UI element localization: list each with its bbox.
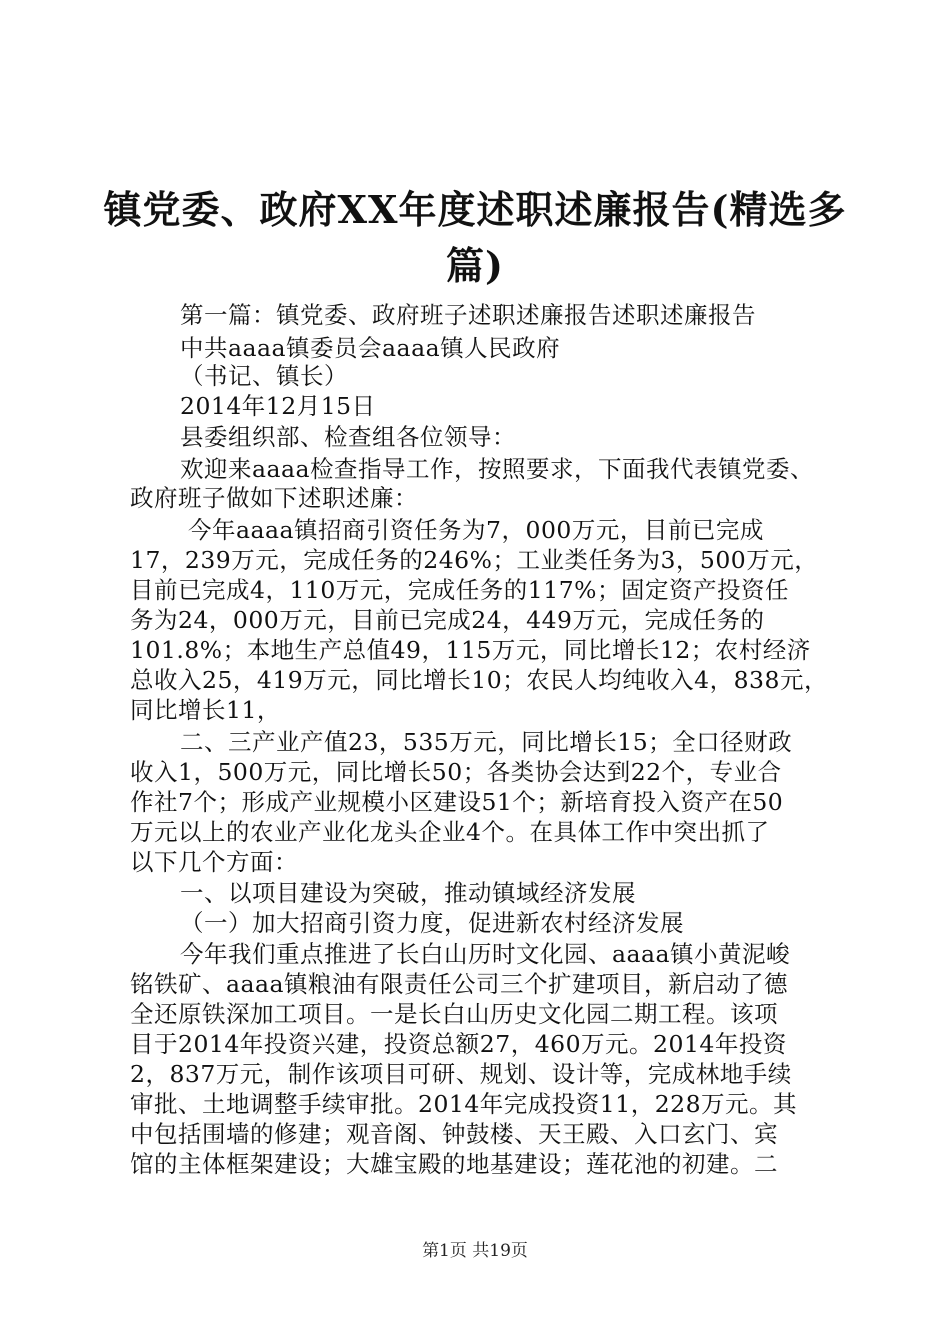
body-line: 务为24，000万元，目前已完成24，449万元，完成任务的 (130, 606, 765, 634)
body-line: 总收入25，419万元，同比增长10；农民人均纯收入4，838元， (130, 666, 828, 694)
body-line: 目前已完成4，110万元，完成任务的117%；固定资产投资任 (130, 576, 789, 604)
body-line: （书记、镇长） (180, 362, 348, 390)
body-line: 2，837万元，制作该项目可研、规划、设计等，完成林地手续 (130, 1060, 792, 1088)
body-line: 2014年12月15日 (180, 392, 376, 420)
body-line: 县委组织部、检查组各位领导： (180, 423, 516, 451)
document-title-line-1: 镇党委、政府XX年度述职述廉报告(精选多 (103, 187, 847, 232)
body-line: 今年我们重点推进了长白山历时文化园、aaaa镇小黄泥峻 (180, 940, 791, 968)
body-line: 全还原铁深加工项目。一是长白山历史文化园二期工程。该项 (130, 1000, 778, 1028)
body-line: 铭铁矿、aaaa镇粮油有限责任公司三个扩建项目，新启动了德 (130, 970, 789, 998)
body-line: 今年aaaa镇招商引资任务为7，000万元，目前已完成 (188, 516, 764, 544)
document-title-line-2: 篇) (446, 243, 504, 288)
body-line: 以下几个方面： (130, 848, 298, 876)
body-line: 二、三产业产值23，535万元，同比增长15；全口径财政 (180, 728, 793, 756)
body-line: 目于2014年投资兴建，投资总额27，460万元。2014年投资 (130, 1030, 787, 1058)
body-line: 中包括围墙的修建；观音阁、钟鼓楼、天王殿、入口玄门、宾 (130, 1120, 778, 1148)
body-line: 同比增长11， (130, 696, 281, 724)
body-line: 一、以项目建设为突破，推动镇域经济发展 (180, 879, 636, 907)
body-line: 中共aaaa镇委员会aaaa镇人民政府 (180, 334, 561, 362)
body-line: 第一篇：镇党委、政府班子述职述廉报告述职述廉报告 (180, 301, 756, 329)
page-number-footer: 第1页 共19页 (422, 1241, 528, 1261)
body-line: 欢迎来aaaa检查指导工作，按照要求，下面我代表镇党委、 (180, 455, 815, 483)
body-line: 馆的主体框架建设；大雄宝殿的地基建设；莲花池的初建。二 (130, 1150, 778, 1178)
body-line: 万元以上的农业产业化龙头企业4个。在具体工作中突出抓了 (130, 818, 770, 846)
body-line: 17，239万元，完成任务的246%；工业类任务为3，500万元， (130, 546, 819, 574)
body-line: （一）加大招商引资力度，促进新农村经济发展 (180, 909, 684, 937)
body-line: 作社7个；形成产业规模小区建设51个；新培育投入资产在50 (130, 788, 784, 816)
body-line: 101.8%；本地生产总值49，115万元，同比增长12；农村经济 (130, 636, 811, 664)
body-line: 收入1，500万元，同比增长50；各类协会达到22个，专业合 (130, 758, 782, 786)
body-line: 政府班子做如下述职述廉： (130, 484, 418, 512)
body-line: 审批、土地调整手续审批。2014年完成投资11，228万元。其 (130, 1090, 798, 1118)
